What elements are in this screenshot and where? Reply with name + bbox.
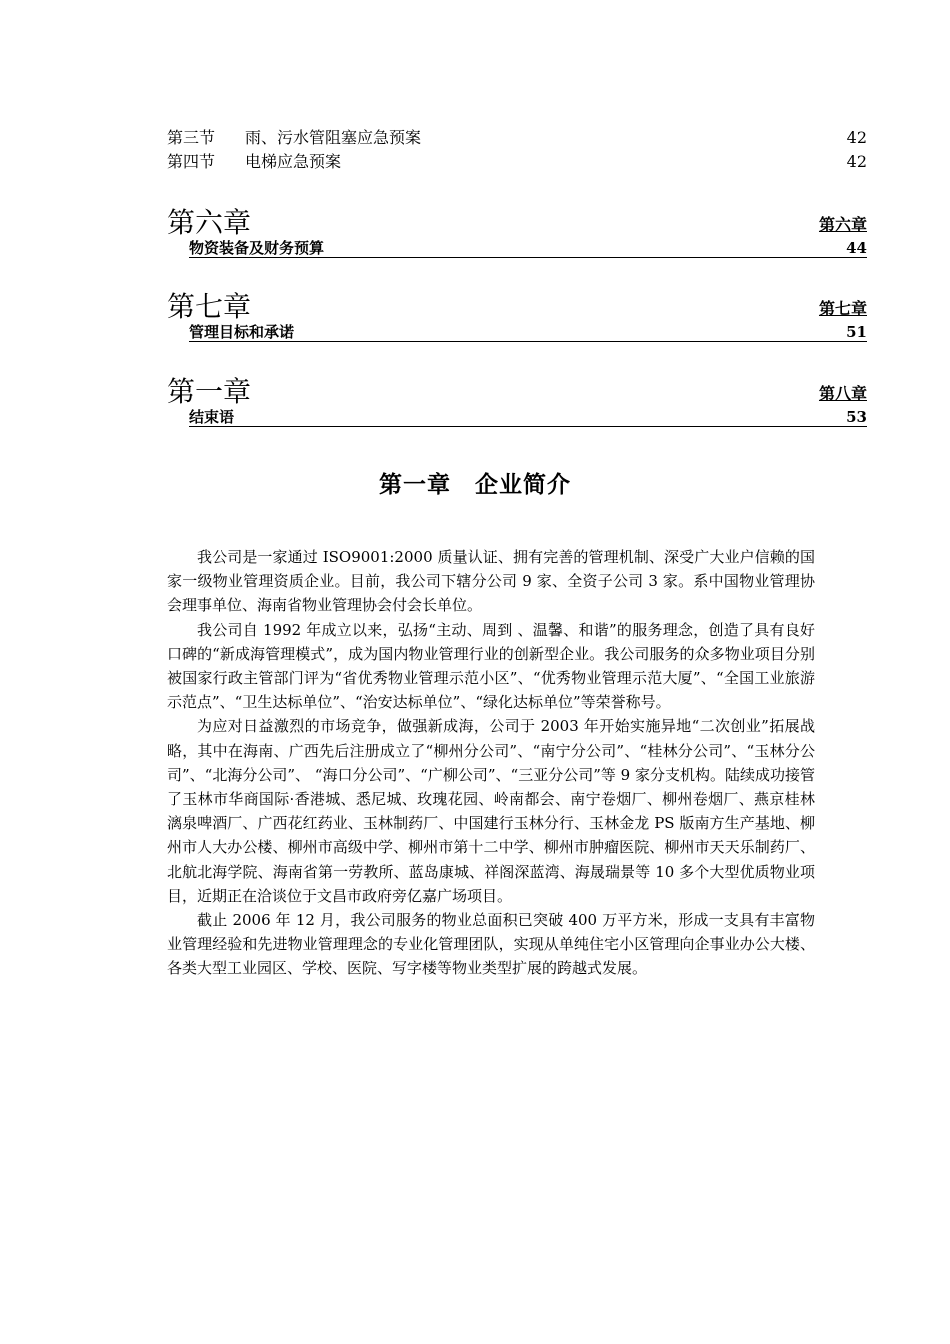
toc-underline — [189, 426, 867, 427]
toc-page-number: 42 — [846, 128, 867, 147]
toc-section-number: 第三节 — [167, 128, 216, 147]
toc-chapter-number: 第六章 — [167, 206, 252, 239]
body-paragraph: 截止 2006 年 12 月，我公司服务的物业总面积已突破 400 万平方米，形成一支具有丰富物业管理经验和先进物业管理理念的专业化管理团队，实现从单纯住宅小区管理向企事业办公大楼、各类大型工业园区、学校、医院、写字楼等物业类型扩展的跨越式发展。 — [167, 911, 815, 978]
toc-page-number: 42 — [846, 152, 867, 171]
toc-chapter-number: 第一章 — [167, 375, 252, 408]
toc-chapter-link[interactable]: 第八章 — [818, 384, 867, 403]
toc-section-number: 第四节 — [167, 152, 216, 171]
toc-chapter-entry[interactable] — [167, 375, 867, 427]
chapter-heading: 第一章 企业简介 — [379, 472, 571, 498]
toc-chapter-title: 结束语 — [189, 408, 235, 426]
toc-chapter-title: 物资装备及财务预算 — [189, 239, 325, 257]
toc-underline — [189, 257, 867, 258]
toc-chapter-number: 第七章 — [167, 290, 252, 323]
toc-chapter-entry[interactable] — [167, 206, 867, 258]
body-paragraph: 我公司自 1992 年成立以来，弘扬“主动、周到 、温馨、和谐”的服务理念，创造了具有良好口碑的“新成海管理模式”，成为国内物业管理行业的创新型企业。我公司服务的众多物业项目分别被国家行政主管部门评为“省优秀物业管理示范小区”、“优秀物业管理示范大厦”、“全国工业旅游示范点”、“卫生达标单位”、“治安达标单位”、“绿化达标单位”等荣誉称号。 — [167, 620, 815, 712]
toc-chapter-link[interactable]: 第六章 — [818, 215, 867, 234]
toc-section-row[interactable] — [167, 150, 867, 174]
toc-page-number: 53 — [846, 408, 867, 426]
toc-page-number: 44 — [846, 239, 867, 257]
toc-underline — [189, 341, 867, 342]
toc-section-title: 电梯应急预案 — [245, 152, 342, 171]
toc-section-title: 雨、污水管阻塞应急预案 — [245, 128, 422, 147]
chapter-body — [167, 545, 815, 981]
body-paragraph: 为应对日益激烈的市场竞争，做强新成海，公司于 2003 年开始实施异地“二次创业”拓展战略，其中在海南、广西先后注册成立了“柳州分公司”、“南宁分公司”、“桂林分公司”、“玉林分公司”、“北海分公司”、 “海口分公司”、“广柳公司”、“三亚分公司”等 9 家分支机构。陆续成功接管了玉林市华商国际·香港城、悉尼城、玫瑰花园、岭南都会、南宁卷烟厂、柳州卷烟厂、燕京桂林漓泉啤酒厂、广西花红药业、玉林制药厂、中国建行玉林分行、玉林金龙 PS 版南方生产基地、柳州市人大办公楼、柳州市高级中学、柳州市第十二中学、柳州市肿瘤医院、柳州市天天乐制药厂、北航北海学院、海南省第一劳教所、蓝岛康城、祥阁深蓝湾、海晟瑞景等 10 多个大型优质物业项目，近期正在洽谈位于文昌市政府旁亿嘉广场项目。 — [167, 717, 815, 905]
toc-section-row[interactable] — [167, 126, 867, 150]
toc-page-number: 51 — [846, 323, 867, 341]
toc-chapter-link[interactable]: 第七章 — [818, 299, 867, 318]
body-paragraph: 我公司是一家通过 ISO9001:2000 质量认证、拥有完善的管理机制、深受广大业户信赖的国家一级物业管理资质企业。目前，我公司下辖分公司 9 家、全资子公司 3 家。系中国物业管理协会理事单位、海南省物业管理协会付会长单位。 — [167, 548, 815, 615]
toc-chapter-title: 管理目标和承诺 — [189, 323, 295, 341]
toc-chapter-entry[interactable] — [167, 290, 867, 342]
